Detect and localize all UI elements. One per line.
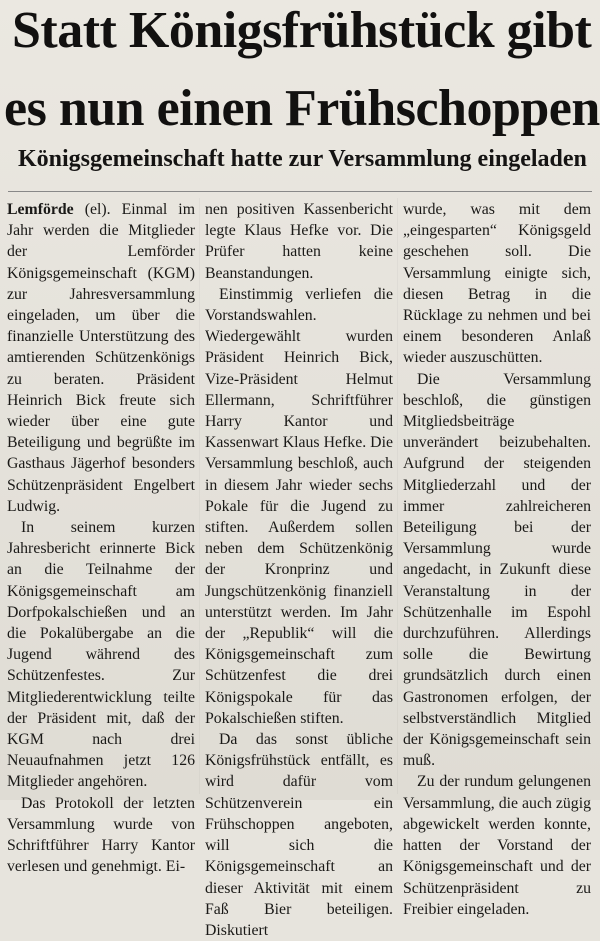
article-paragraph: Das Protokoll der letzten Versammlung wurde von Schriftführer Harry Kantor verlesen und genehmigt. Ei- (7, 794, 195, 876)
headline-line-1: Statt Königsfrühstück gibt (12, 2, 592, 59)
article-column-2 (205, 199, 393, 939)
article-paragraph: Einstimmig verliefen die Vorstandswahlen. Wiedergewählt wurden Präsident Heinrich Bick, Vize-Präsident Helmut Ellermann, Schriftführer Harry Kantor und Kassenwart Klaus Hefke. Die Versammlung beschloß, auch in diesem Jahr wieder sechs Pokale für die Jugend zu stiften. Außerdem sollen neben dem Schützenkönig der Kronprinz und Jungschützenkönig finanziell unterstützt werden. Im Jahr der „Republik“ will die Königsgemeinschaft zum Schützenfest die drei Königspokale für das Pokalschießen stiften. (205, 285, 393, 727)
article-paragraph: wurde, was mit dem „eingesparten“ Königsgeld geschehen soll. Die Versammlung einigte sich, diesen Betrag in die Rücklage zu nehmen und bei einem besonderen Anlaß wieder auszuschütten. (403, 201, 591, 367)
dateline: Lemförde (7, 201, 74, 218)
headline-line-2: es nun einen Frühschoppen (4, 80, 600, 137)
article-paragraph: Da das sonst übliche Königsfrühstück entfällt, es wird dafür vom Schützenverein ein Frühschoppen angeboten, will sich die Königsgemeinschaft an dieser Aktivität mit einem Faß Bier beteiligen. Diskutiert (205, 731, 393, 939)
article-paragraph (7, 199, 195, 517)
article-paragraph: Zu der rundum gelungenen Versammlung, die auch zügig abgewickelt werden konnte, hatten der Vorstand der Königsgemeinschaft und der Schützenpräsident zu Freibier eingeladen. (403, 773, 591, 918)
article-column-1 (7, 199, 195, 876)
subheadline: Königsgemeinschaft hatte zur Versammlung eingeladen (18, 146, 587, 172)
headline-divider (8, 191, 592, 192)
column-gutter (397, 198, 398, 794)
column-gutter (199, 198, 200, 794)
article-column-3 (403, 199, 591, 918)
article-paragraph: nen positiven Kassenbericht legte Klaus Hefke vor. Die Prüfer hatten keine Beanstandungen. (205, 201, 393, 282)
paragraph-text: (el). Einmal im Jahr werden die Mitglieder der Lemförder Königsgemeinschaft (KGM) zur Jahresversammlung eingeladen, um über die finanzielle Unterstützung des amtierenden Schützenkönigs zu beraten. Präsident Heinrich Bick freute sich wieder über eine gute Beteiligung und begrüßte im Gasthaus Jägerhof besonders Schützenpräsident Engelbert Ludwig. (7, 201, 195, 515)
article-paragraph: Die Versammlung beschloß, die günstigen Mitgliedsbeiträge unverändert beizubehalten. Aufgrund der steigenden Mitgliederzahl und der immer zahlreicheren Beteiligung bei der Versammlung wurde angedacht, in Zukunft diese Veranstaltung in der Schützenhalle im Espohl durchzuführen. Allerdings solle die Bewirtung grundsätzlich durch einen Gastronomen erfolgen, der selbstverständlich Mitglied der Königsgemeinschaft sein muß. (403, 370, 591, 770)
article-paragraph: In seinem kurzen Jahresbericht erinnerte Bick an die Teilnahme der Königsgemeinschaft am Dorfpokalschießen und an die Pokalübergabe an die Jugend während des Schützenfestes. Zur Mitgliederentwicklung teilte der Präsident mit, daß der KGM nach drei Neuaufnahmen jetzt 126 Mitglieder angehören. (7, 519, 195, 791)
